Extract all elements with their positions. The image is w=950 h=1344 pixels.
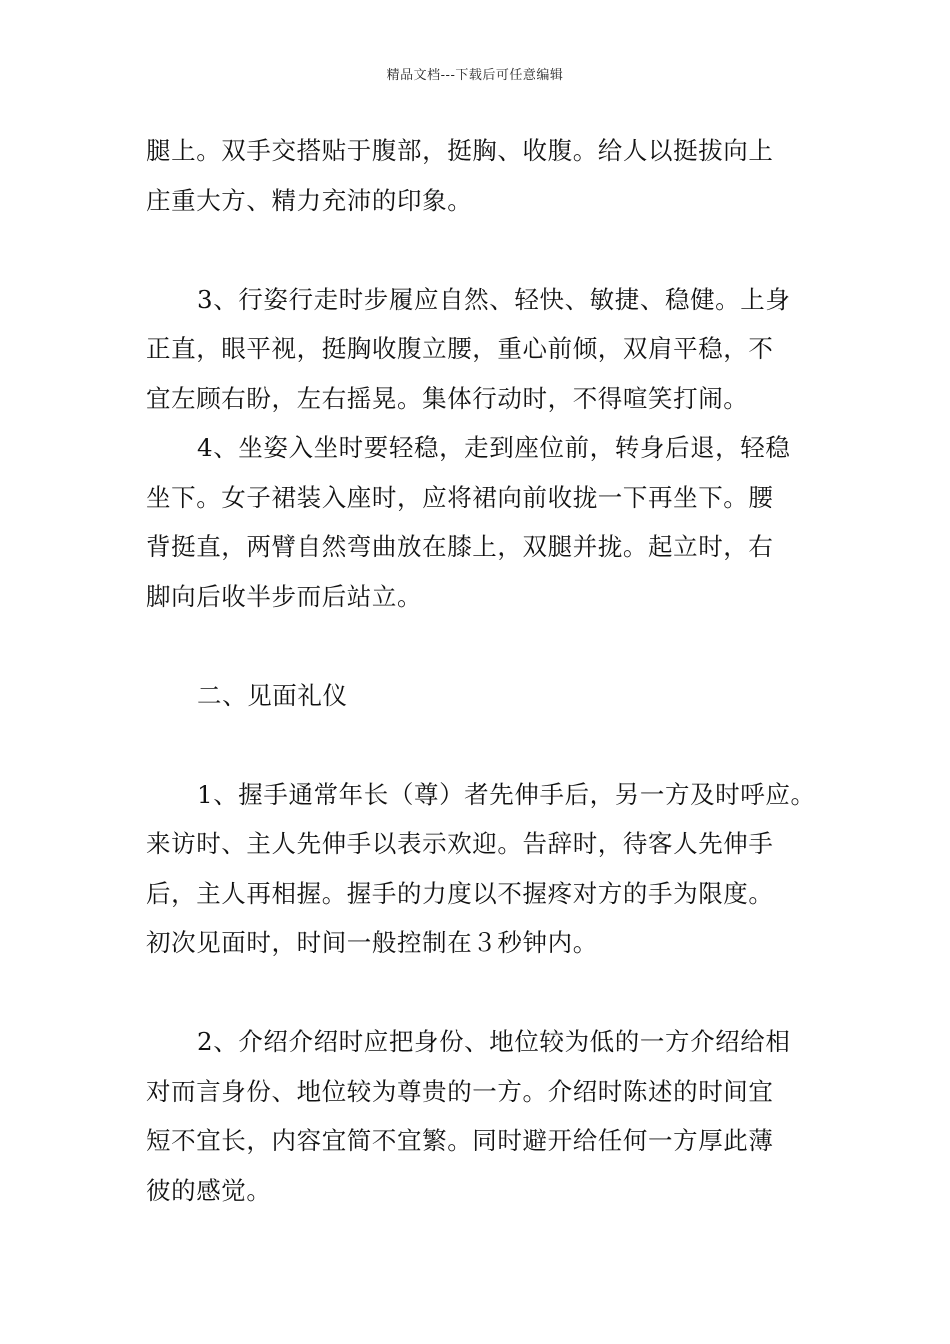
paragraph-walking-posture (146, 275, 836, 424)
text-line: 4、坐姿入坐时要轻稳，走到座位前，转身后退，轻稳 (197, 433, 791, 462)
text-line: 腿上。双手交搭贴于腹部，挺胸、收腹。给人以挺拔向上 (146, 136, 774, 165)
text-line: 背挺直，两臂自然弯曲放在膝上，双腿并拢。起立时，右 (146, 532, 774, 561)
page-header: 精品文档---下载后可任意编辑 (386, 68, 564, 83)
section-heading: 二、见面礼仪 (197, 680, 348, 710)
text-line: 宜左顾右盼，左右摇晃。集体行动时，不得喧笑打闹。 (146, 383, 749, 413)
text-line: 脚向后收半步而后站立。 (146, 581, 423, 611)
paragraph-gap (146, 720, 836, 770)
text-line: 坐下。女子裙装入座时，应将裙向前收拢一下再坐下。腰 (146, 482, 774, 512)
paragraph-gap (146, 225, 836, 275)
text-line: 2、介绍介绍时应把身份、地位较为低的一方介绍给相 (197, 1027, 791, 1056)
paragraph-standing-posture (146, 126, 836, 225)
text-line: 彼的感觉。 (146, 1175, 272, 1205)
text-line: 3、行姿行走时步履应自然、轻快、敏捷、稳健。上身 (197, 284, 791, 314)
text-line: 后，主人再相握。握手的力度以不握疼对方的手为限度。 (146, 878, 774, 908)
paragraph-introduction (146, 1017, 836, 1215)
paragraph-handshake (146, 770, 836, 968)
paragraph-gap (146, 968, 836, 1018)
document-body (146, 126, 836, 1215)
paragraph-sitting-posture (146, 423, 836, 621)
text-line: 对而言身份、地位较为尊贵的一方。介绍时陈述的时间宜 (146, 1076, 774, 1106)
text-line: 1、握手通常年长（尊）者先伸手后，另一方及时呼应。 (197, 779, 816, 809)
text-line: 初次见面时，时间一般控制在３秒钟内。 (146, 928, 598, 957)
text-line: 来访时、主人先伸手以表示欢迎。告辞时，待客人先伸手 (146, 829, 774, 858)
paragraph-gap (146, 621, 836, 671)
text-line: 正直，眼平视，挺胸收腹立腰，重心前倾，双肩平稳，不 (146, 334, 774, 363)
text-line: 短不宜长，内容宜简不宜繁。同时避开给任何一方厚此薄 (146, 1126, 774, 1155)
text-line: 庄重大方、精力充沛的印象。 (146, 185, 473, 215)
